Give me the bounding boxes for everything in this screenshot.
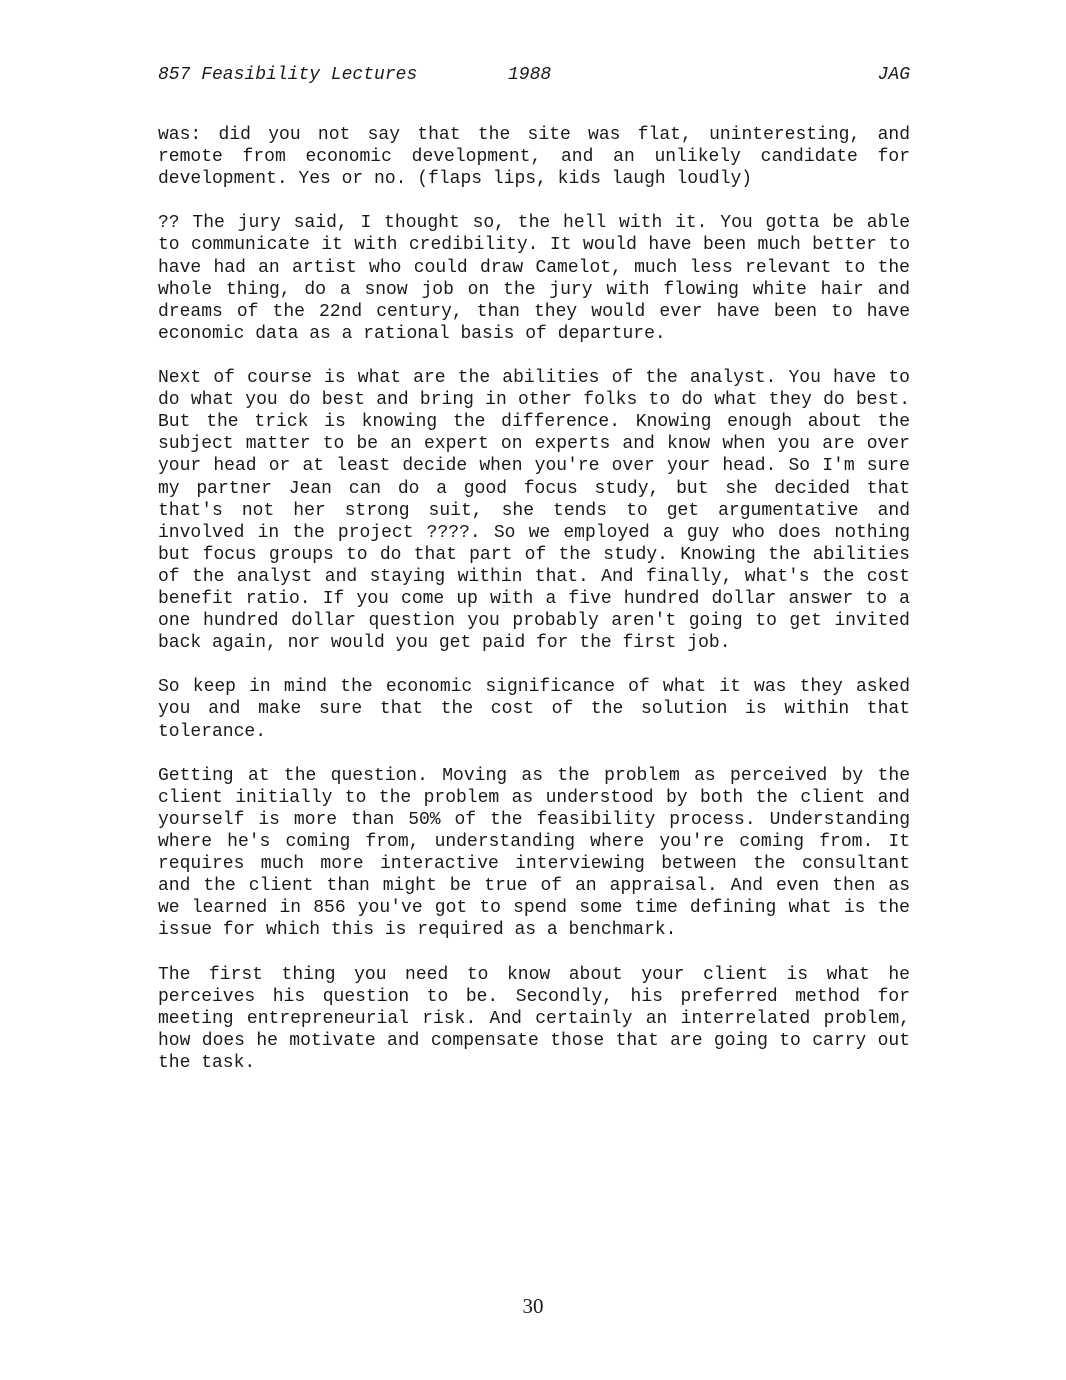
page-number: 30 <box>522 1294 544 1318</box>
header-author-initials: JAG <box>877 65 910 85</box>
paragraph: was: did you not say that the site was flat, uninteresting, and remote from economic development, and an unlikely candidate for development. Yes or no. (flaps lips, kids laugh loudly) <box>158 125 910 190</box>
running-header <box>158 62 910 88</box>
body-text <box>158 124 910 1096</box>
paragraph: The first thing you need to know about your client is what he perceives his question to be. Secondly, his preferred method for meeting entrepreneurial risk. And certainly an interrelated problem, how does he motivate and compensate those that are going to carry out the task. <box>158 964 910 1073</box>
paragraph: Next of course is what are the abilities of the analyst. You have to do what you do best and bring in other folks to do what they do best. But the trick is knowing the difference. Knowing enough about the subject matter to be an expert on experts and know when you are over your head or at least decide when you're over your head. So I'm sure my partner Jean can do a good focus study, but she decided that that's not her strong suit, she tends to get argumentative and involved in the project ????. So we employed a guy who does nothing but focus groups to do that part of the study. Knowing the abilities of the analyst and staying within that. And finally, what's the cost benefit ratio. If you come up with a five hundred dollar answer to a one hundred dollar question you probably aren't going to get invited back again, nor would you get paid for the first job. <box>158 368 910 654</box>
header-course-title: 857 Feasibility Lectures <box>158 65 418 85</box>
header-year: 1988 <box>508 65 552 85</box>
paragraph: Getting at the question. Moving as the problem as perceived by the client initially to the problem as understood by both the client and yourself is more than 50% of the feasibility process. Understanding where he's coming from, understanding where you're coming from. It requires much more interactive interviewing between the consultant and the client than might be true of an appraisal. And even then as we learned in 856 you've got to spend some time defining what is the issue for which this is required as a benchmark. <box>158 765 910 941</box>
paragraph: ?? The jury said, I thought so, the hell with it. You gotta be able to communicate it with credibility. It would have been much better to have had an artist who could draw Camelot, much less relevant to the whole thing, do a snow job on the jury with flowing white hair and dreams of the 22nd century, than they would ever have been to have economic data as a rational basis of departure. <box>158 213 910 344</box>
paragraph: So keep in mind the economic significance of what it was they asked you and make sure that the cost of the solution is within that tolerance. <box>158 677 910 742</box>
